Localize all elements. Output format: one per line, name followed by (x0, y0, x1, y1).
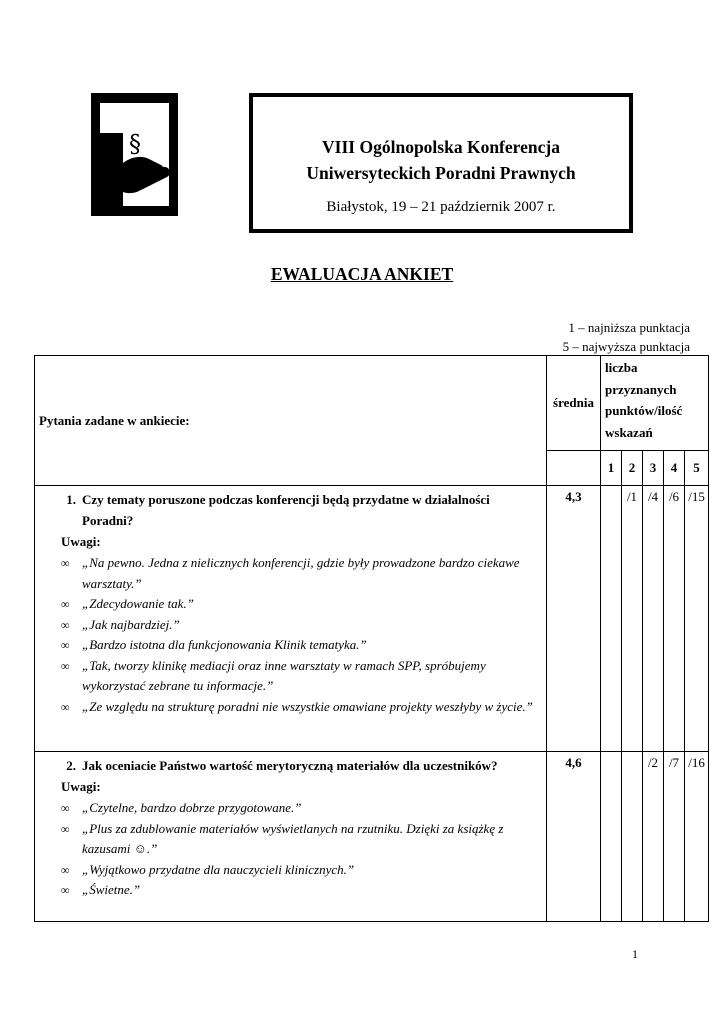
count-5: /15 (685, 486, 709, 752)
count-4: /7 (664, 752, 685, 922)
remark-text: „Wyjątkowo przydatne dla nauczycieli klinicznych.” (82, 861, 355, 877)
page-title: EWALUACJA ANKIET (270, 264, 454, 284)
list-item (39, 819, 542, 860)
remark-text: „Jak najbardziej.” (82, 616, 180, 632)
list-item (39, 656, 542, 697)
header-count-line-1: liczba (605, 360, 638, 375)
list-item (39, 615, 542, 636)
header-average: średnia (547, 356, 601, 451)
conference-name-line-1: VIII Ogólnopolska Konferencja (322, 137, 560, 157)
bullet-icon: ∞ (61, 801, 70, 815)
remark-text: „Czytelne, bardzo dobrze przygotowane.” (82, 800, 302, 815)
count-2: /1 (622, 486, 643, 752)
header-count-line-3: punktów/ilość (605, 403, 683, 418)
bullet-icon: ∞ (61, 821, 70, 836)
header-question: Pytania zadane w ankiecie: (35, 356, 547, 486)
question-number: 1. (66, 492, 76, 507)
bullet-icon: ∞ (61, 658, 70, 673)
conference-logo (91, 93, 178, 216)
remarks-label: Uwagi: (61, 534, 101, 549)
average-value: 4,6 (547, 752, 601, 922)
scale-3: 3 (643, 451, 664, 486)
legend-lowest: 1 – najniższa punktacja (568, 320, 690, 335)
count-3: /4 (643, 486, 664, 752)
conference-place-date: Białystok, 19 – 21 październik 2007 r. (326, 199, 556, 215)
question-text: Czy tematy poruszone podczas konferencji będą przydatne w działalności Poradni? (82, 492, 490, 528)
question-cell (35, 752, 547, 922)
header-count-line-4: wskazań (605, 424, 653, 440)
table-row (35, 752, 709, 922)
scale-4: 4 (664, 451, 685, 486)
remark-text: „Ze względu na strukturę poradni nie wszystkie omawiane projekty weszłyby w życie.” (82, 698, 533, 714)
list-item (39, 798, 542, 819)
count-4: /6 (664, 486, 685, 752)
hand-paragraph-logo-icon (91, 93, 178, 216)
question-cell (35, 486, 547, 752)
question-title (39, 489, 542, 531)
conference-header-box (249, 93, 633, 233)
conference-name-line-2: Uniwersyteckich Poradni Prawnych (306, 163, 576, 183)
list-item (39, 553, 542, 594)
paragraph-symbol: § (129, 130, 141, 158)
remarks-list (39, 553, 542, 717)
average-value: 4,3 (547, 486, 601, 752)
list-item (39, 860, 542, 881)
scale-1: 1 (601, 451, 622, 486)
survey-results-table (34, 355, 709, 922)
score-legend (563, 318, 690, 356)
list-item (39, 594, 542, 615)
table-row (35, 486, 709, 752)
question-title (39, 755, 542, 776)
bullet-icon: ∞ (61, 883, 70, 897)
bullet-icon: ∞ (61, 638, 70, 652)
count-5: /16 (685, 752, 709, 922)
count-1 (601, 752, 622, 922)
remark-text: „Zdecydowanie tak.” (82, 596, 194, 611)
page-number: 1 (632, 947, 638, 961)
count-3: /2 (643, 752, 664, 922)
header-average-blank (547, 451, 601, 486)
remark-text: „Tak, tworzy klinikę mediacji oraz inne warsztaty w ramach SPP, spróbujemy wykorzystać zebrane tu informacje.” (82, 657, 486, 693)
bullet-icon: ∞ (61, 556, 70, 570)
remark-text: „Świetne.” (82, 882, 141, 897)
count-2 (622, 752, 643, 922)
count-1 (601, 486, 622, 752)
bullet-icon: ∞ (61, 617, 70, 632)
scale-2: 2 (622, 451, 643, 486)
remark-text: „Plus za zdublowanie materiałów wyświetlanych na rzutniku. Dzięki za książkę z kazusami ☺.” (82, 820, 504, 856)
remark-text: „Bardzo istotna dla funkcjonowania Klinik tematyka.” (82, 637, 367, 652)
list-item (39, 635, 542, 656)
question-text: Jak oceniacie Państwo wartość merytoryczną materiałów dla uczestników? (82, 758, 498, 773)
list-item (39, 880, 542, 901)
remarks-list (39, 798, 542, 901)
remarks-label: Uwagi: (61, 779, 101, 794)
scale-5: 5 (685, 451, 709, 486)
header-count (601, 356, 709, 451)
bullet-icon: ∞ (61, 699, 70, 714)
remark-text: „Na pewno. Jedna z nielicznych konferencji, gdzie były prowadzone bardzo ciekawe warsztaty.” (82, 555, 520, 591)
question-number: 2. (66, 758, 76, 773)
list-item (39, 697, 542, 718)
bullet-icon: ∞ (61, 862, 70, 877)
legend-highest: 5 – najwyższa punktacja (562, 339, 690, 354)
bullet-icon: ∞ (61, 597, 70, 611)
header-count-line-2: przyznanych (605, 381, 677, 397)
table-header-row (35, 356, 709, 451)
